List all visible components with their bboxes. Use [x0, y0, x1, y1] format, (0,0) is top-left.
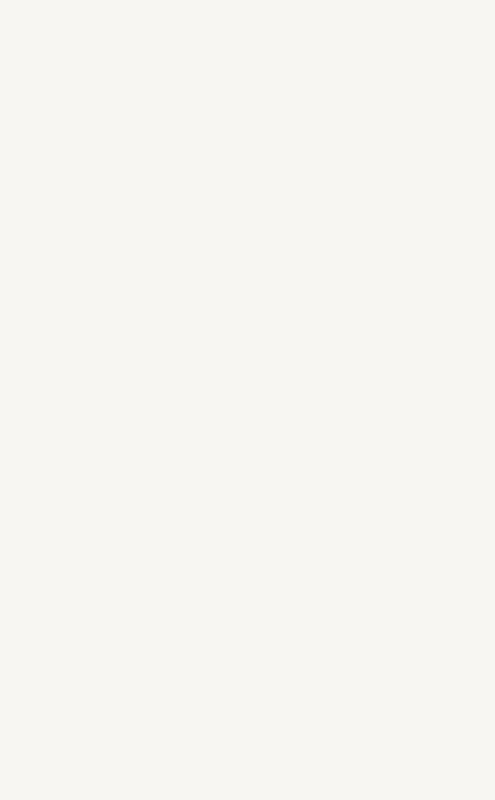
book-page: [30, 28, 470, 58]
